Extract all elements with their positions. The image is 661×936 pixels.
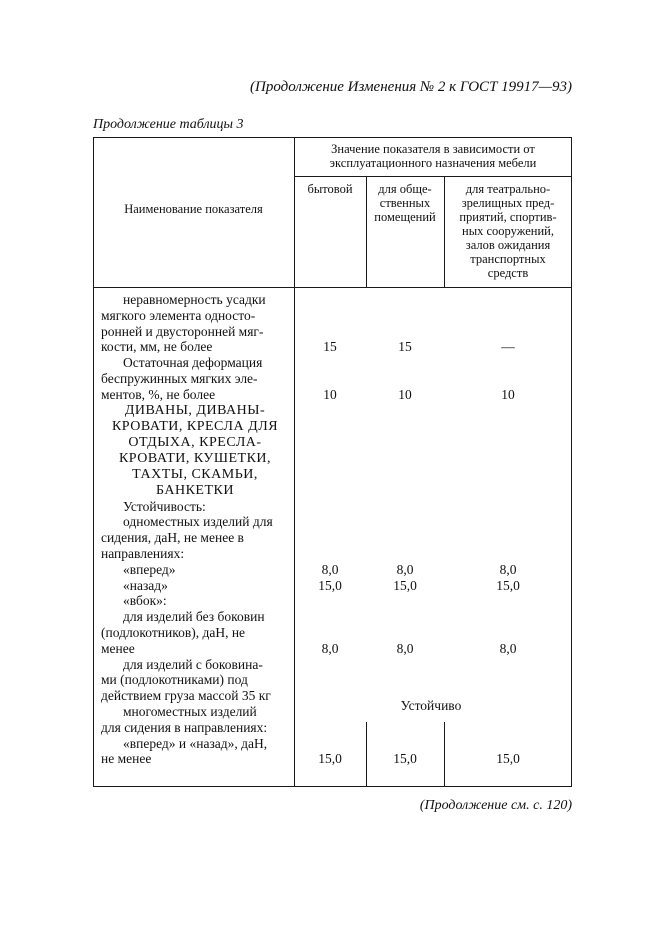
header-col-theatre [444, 182, 572, 280]
stable-value: Устойчиво [400, 698, 462, 713]
indicator-text-line: сидения, даН, не менее в [101, 530, 244, 546]
furniture-group-heading: КРОВАТИ, КРЕСЛА ДЛЯ [111, 418, 279, 434]
divider-head-group [294, 176, 572, 177]
value-cell-col1: 15 [323, 339, 337, 355]
header-col-household-line: бытовой [307, 182, 353, 196]
header-col-theatre-line: ных сооружений, [462, 224, 554, 238]
value-cell-col3: 10 [501, 386, 515, 402]
header-value-group-line: эксплуатационного назначения мебели [329, 156, 537, 170]
value-cell-col2: 15 [398, 339, 412, 355]
value-cell-col2: 8,0 [396, 640, 414, 656]
value-cell-col3: — [501, 339, 515, 355]
indicator-text-line: не менее [101, 751, 152, 767]
header-col-theatre-line: залов ожидания [465, 238, 551, 252]
divider-head-body [93, 287, 572, 288]
indicator-text-line: одноместных изделий для [123, 514, 273, 530]
indicator-text-line: Остаточная деформация [123, 355, 263, 371]
furniture-group-heading: КРОВАТИ, КУШЕТКИ, [118, 450, 272, 466]
header-col-public-line: помещений [374, 210, 436, 224]
furniture-group-heading: БАНКЕТКИ [156, 482, 234, 498]
furniture-group-heading: ДИВАНЫ, ДИВАНЫ- [124, 402, 266, 418]
indicator-text-line: для сидения в направлениях: [101, 719, 268, 735]
indicator-text-line: мягкого элемента односто- [101, 307, 256, 323]
indicator-text-line: ментов, %, не более [101, 386, 216, 402]
indicator-text-line: действием груза массой 35 кг [101, 688, 271, 704]
indicator-text-line: ронней и двусторонней мяг- [101, 323, 264, 339]
value-cell-col1: 15,0 [318, 577, 342, 593]
header-value-group-line: Значение показателя в зависимости от [331, 142, 535, 156]
indicator-text-line: «назад» [123, 577, 168, 593]
header-indicator-name: Наименование показателя [124, 202, 263, 216]
value-cell-col3: 15,0 [496, 577, 520, 593]
indicator-text-line: для изделий с боковина- [123, 656, 263, 672]
header-col-theatre-line: для театрально- [465, 182, 551, 196]
indicator-text-line: Устойчивость: [123, 498, 206, 514]
value-cell-col2: 10 [398, 386, 412, 402]
indicator-text-line: для изделий без боковин [123, 609, 265, 625]
value-cell-col1: 8,0 [321, 640, 339, 656]
value-cell-col3: 8,0 [499, 640, 517, 656]
header-col-theatre-line: транспортных [470, 252, 546, 266]
divider-name-values [294, 137, 295, 787]
value-cell-col3: 8,0 [499, 561, 517, 577]
header-col-public-line: для обще- [378, 182, 432, 196]
header-col-theatre-line: средств [487, 266, 529, 280]
value-cell-col2: 8,0 [396, 561, 414, 577]
header-col-household [294, 182, 366, 196]
value-cell-col1: 15,0 [318, 751, 342, 767]
value-cell-col1: 10 [323, 386, 337, 402]
indicator-text-line: ми (подлокотниками) под [101, 672, 248, 688]
value-cell-col2: 15,0 [393, 751, 417, 767]
indicator-text-line: многоместных изделий [123, 704, 257, 719]
header-value-group [294, 142, 572, 170]
value-cell-col3: 15,0 [496, 751, 520, 767]
furniture-group-heading: ТАХТЫ, СКАМЬИ, [132, 466, 258, 482]
continuation-header: (Продолжение Изменения № 2 к ГОСТ 19917—93) [250, 79, 572, 95]
table-caption: Продолжение таблицы 3 [93, 117, 244, 132]
header-col-public-line: ственных [379, 196, 431, 210]
header-col-theatre-line: приятий, спортив- [459, 210, 557, 224]
indicator-text-line: (подлокотников), даН, не [101, 625, 246, 640]
value-cell-col1: 8,0 [321, 561, 339, 577]
continuation-footer: (Продолжение см. с. 120) [419, 798, 572, 813]
furniture-group-heading: ОТДЫХА, КРЕСЛА- [128, 434, 262, 450]
indicator-text-line: беспружинных мягких эле- [101, 371, 258, 386]
header-col-public [366, 182, 444, 224]
indicator-text-line: «вперед» [123, 561, 176, 577]
indicator-text-line: неравномерность усадки [123, 292, 266, 307]
indicator-text-line: менее [101, 640, 135, 656]
indicator-text-line: «вперед» и «назад», даН, [123, 735, 268, 751]
indicator-text-line: направлениях: [101, 546, 185, 561]
value-cell-col2: 15,0 [393, 577, 417, 593]
indicator-text-line: кости, мм, не более [101, 339, 213, 355]
indicator-text-line: «вбок»: [123, 593, 167, 609]
header-col-theatre-line: зрелищных пред- [461, 196, 555, 210]
